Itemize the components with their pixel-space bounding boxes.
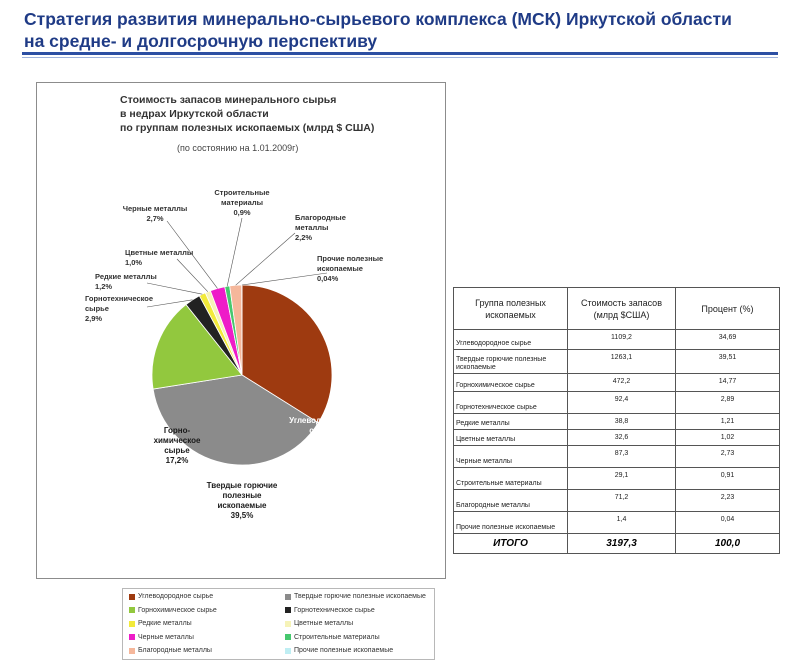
pie-leader-line — [177, 259, 208, 292]
pie-slice-label: сырье — [309, 426, 335, 435]
table-row — [454, 512, 780, 534]
legend-item — [129, 593, 213, 600]
pie-chart-panel — [36, 82, 446, 579]
legend-label: Горнохимическое сырье — [138, 607, 217, 614]
table-row — [454, 430, 780, 446]
table-row — [454, 374, 780, 392]
legend-swatch — [285, 648, 291, 654]
table-cell-group: Прочие полезные ископаемые — [454, 512, 568, 534]
table-header-row — [454, 288, 780, 330]
pie-slice-label: Строительные — [214, 188, 269, 197]
legend-swatch — [285, 607, 291, 613]
pie-slice-label: металлы — [295, 223, 328, 232]
legend-label: Благородные металлы — [138, 647, 212, 654]
pie-slice-label: 2,9% — [85, 314, 102, 323]
pie-slice-label: 17,2% — [166, 456, 189, 465]
legend-item — [285, 607, 375, 614]
legend-item — [129, 647, 212, 654]
legend-swatch — [129, 607, 135, 613]
table-cell-value: 32,6 — [568, 430, 676, 446]
pie-slice-label: химическое — [154, 436, 201, 445]
table-row — [454, 490, 780, 512]
header-rule — [22, 52, 778, 55]
legend-swatch — [129, 634, 135, 640]
legend-item — [129, 634, 194, 641]
pie-slice-label: сырье — [85, 304, 109, 313]
pie-leader-line — [236, 233, 295, 285]
chart-title-line: в недрах Иркутской области — [120, 108, 269, 120]
table-header-percent: Процент (%) — [676, 288, 780, 330]
legend-label: Твердые горючие полезные ископаемые — [294, 593, 426, 600]
table-cell-group: Строительные материалы — [454, 468, 568, 490]
pie-slice-label: Прочие полезные — [317, 254, 383, 263]
pie-slice-label: Редкие металлы — [95, 272, 157, 281]
legend-label: Горнотехническое сырье — [294, 607, 375, 614]
legend-item — [285, 647, 393, 654]
pie-slice-label: Черные металлы — [123, 204, 188, 213]
pie-slice-label: 39,5% — [231, 511, 254, 520]
legend-label: Черные металлы — [138, 634, 194, 641]
slide-header — [0, 0, 800, 56]
chart-subtitle: (по состоянию на 1.01.2009г) — [177, 143, 298, 153]
table-cell-group: Благородные металлы — [454, 490, 568, 512]
legend-swatch — [285, 621, 291, 627]
legend-label: Цветные металлы — [294, 620, 353, 627]
pie-slice-label: 1,0% — [125, 258, 142, 267]
table-cell-percent: 34,69 — [676, 330, 780, 350]
legend-swatch — [129, 621, 135, 627]
slide-title-line-2: на средне- и долгосрочную перспективу — [24, 30, 784, 52]
chart-legend — [122, 588, 435, 660]
chart-title — [120, 94, 374, 153]
pie-slice-label: Углеводородное — [289, 416, 355, 425]
legend-label: Углеводородное сырье — [138, 593, 213, 600]
legend-swatch — [285, 634, 291, 640]
pie-slice-label: 0,04% — [317, 274, 339, 283]
pie-slice-label: Цветные металлы — [125, 248, 193, 257]
pie-slice-label: Горнотехническое — [85, 294, 153, 303]
pie-slice-label: 2,2% — [295, 233, 312, 242]
pie-chart — [37, 83, 447, 580]
pie-slice-label: Горно- — [164, 426, 191, 435]
data-table-panel — [453, 287, 779, 579]
table-cell-value: 87,3 — [568, 446, 676, 468]
chart-title-line: по группам полезных ископаемых (млрд $ США) — [120, 122, 374, 134]
legend-label: Прочие полезные ископаемые — [294, 647, 393, 654]
table-cell-value: 1109,2 — [568, 330, 676, 350]
table-cell-percent: 0,91 — [676, 468, 780, 490]
table-cell-percent: 2,73 — [676, 446, 780, 468]
table-cell-group: Горнотехническое сырье — [454, 392, 568, 414]
table-total-percent: 100,0 — [676, 534, 780, 554]
table-cell-value: 92,4 — [568, 392, 676, 414]
pie-slice-label: Твердые горючие — [207, 481, 278, 490]
table-cell-value: 472,2 — [568, 374, 676, 392]
legend-item — [285, 593, 426, 600]
pie-slice-label: материалы — [221, 198, 263, 207]
table-cell-group: Горнохимическое сырье — [454, 374, 568, 392]
table-total-value: 3197,3 — [568, 534, 676, 554]
legend-item — [129, 607, 217, 614]
table-total-row — [454, 534, 780, 554]
table-cell-value: 71,2 — [568, 490, 676, 512]
table-cell-percent: 0,04 — [676, 512, 780, 534]
table-cell-group: Редкие металлы — [454, 414, 568, 430]
pie-leader-line — [227, 218, 242, 286]
table-row — [454, 468, 780, 490]
slide-title-line-1: Стратегия развития минерально-сырьевого комплекса (МСК) Иркутской области — [24, 8, 784, 30]
table-cell-value: 38,8 — [568, 414, 676, 430]
pie-slice-label: ископаемые — [218, 501, 268, 510]
table-cell-percent: 2,89 — [676, 392, 780, 414]
table-cell-percent: 1,02 — [676, 430, 780, 446]
table-row — [454, 330, 780, 350]
table-row — [454, 446, 780, 468]
chart-title-line: Стоимость запасов минерального сырья — [120, 94, 336, 106]
table-row — [454, 414, 780, 430]
legend-swatch — [285, 594, 291, 600]
slide-title — [24, 8, 784, 52]
data-table — [453, 287, 780, 554]
legend-item — [129, 620, 192, 627]
table-row — [454, 392, 780, 414]
table-total-label: ИТОГО — [454, 534, 568, 554]
pie-leader-line — [147, 283, 202, 294]
table-cell-value: 1,4 — [568, 512, 676, 534]
pie-slice-label: 34,7% — [311, 436, 334, 445]
legend-item — [285, 620, 353, 627]
table-header-value: Стоимость запасов (млрд $США) — [568, 288, 676, 330]
table-cell-value: 29,1 — [568, 468, 676, 490]
legend-label: Строительные материалы — [294, 634, 380, 641]
pie-leader-line — [242, 273, 327, 285]
legend-label: Редкие металлы — [138, 620, 192, 627]
table-cell-percent: 39,51 — [676, 350, 780, 374]
table-cell-percent: 14,77 — [676, 374, 780, 392]
table-cell-group: Черные металлы — [454, 446, 568, 468]
pie-slice-label: 0,9% — [233, 208, 250, 217]
table-row — [454, 350, 780, 374]
pie-slice-label: Благородные — [295, 213, 346, 222]
legend-swatch — [129, 648, 135, 654]
table-cell-percent: 2,23 — [676, 490, 780, 512]
legend-swatch — [129, 594, 135, 600]
table-cell-group: Цветные металлы — [454, 430, 568, 446]
legend-item — [285, 634, 380, 641]
pie-slice-label: ископаемые — [317, 264, 363, 273]
header-rule-thin — [22, 57, 778, 58]
table-cell-group: Твердые горючие полезные ископаемые — [454, 350, 568, 374]
table-cell-percent: 1,21 — [676, 414, 780, 430]
pie-slice-label: 1,2% — [95, 282, 112, 291]
pie-slice-label: полезные — [222, 491, 262, 500]
pie-slice-label: 2,7% — [146, 214, 163, 223]
pie-slice-label: сырье — [164, 446, 190, 455]
table-cell-value: 1263,1 — [568, 350, 676, 374]
table-cell-group: Углеводородное сырье — [454, 330, 568, 350]
table-header-group: Группа полезных ископаемых — [454, 288, 568, 330]
